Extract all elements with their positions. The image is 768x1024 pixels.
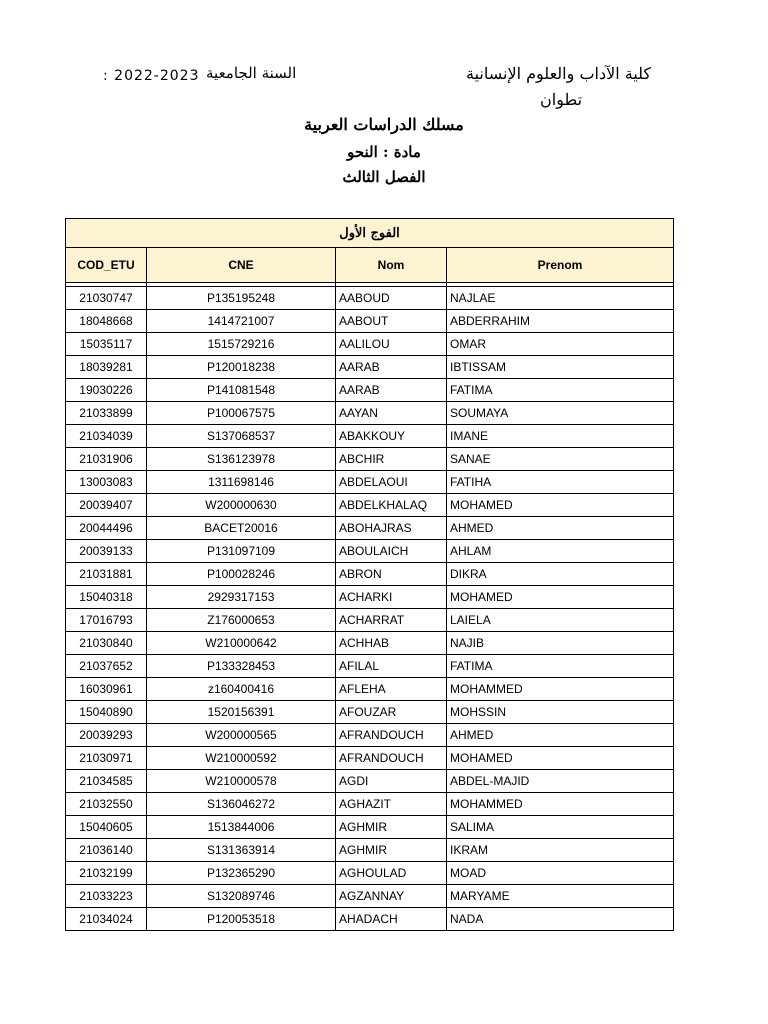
cne-cell: 1311698146 [147,471,336,494]
column-header-nom: Nom [336,248,447,283]
prenom-cell: IKRAM [447,839,674,862]
nom-cell: ABCHIR [336,448,447,471]
table-row [66,770,674,793]
prenom-cell: MOHAMED [447,586,674,609]
prenom-cell: MOHAMED [447,747,674,770]
table-row [66,724,674,747]
cne-cell: S131363914 [147,839,336,862]
cod-etu-cell: 21033899 [66,402,147,425]
nom-cell: AGHAZIT [336,793,447,816]
cod-etu-cell: 21032550 [66,793,147,816]
prenom-cell: SOUMAYA [447,402,674,425]
nom-cell: AFOUZAR [336,701,447,724]
cod-etu-cell: 21030971 [66,747,147,770]
column-header-row [66,248,674,283]
table-row [66,609,674,632]
prenom-cell: FATIMA [447,655,674,678]
table-row [66,586,674,609]
cod-etu-cell: 21034039 [66,425,147,448]
cne-cell: Z176000653 [147,609,336,632]
cod-etu-cell: 21033223 [66,885,147,908]
academic-year-label: السنة الجامعية [206,64,297,82]
prenom-cell: IBTISSAM [447,356,674,379]
prenom-cell: NAJLAE [447,287,674,310]
cne-cell: P100028246 [147,563,336,586]
cne-cell: P131097109 [147,540,336,563]
prenom-cell: SALIMA [447,816,674,839]
prenom-cell: IMANE [447,425,674,448]
cod-etu-cell: 21030747 [66,287,147,310]
cne-cell: P132365290 [147,862,336,885]
table-row [66,632,674,655]
table-row [66,402,674,425]
cne-cell: 1520156391 [147,701,336,724]
cod-etu-cell: 18039281 [66,356,147,379]
cod-etu-cell: 13003083 [66,471,147,494]
prenom-cell: NADA [447,908,674,931]
nom-cell: ABOULAICH [336,540,447,563]
cne-cell: P100067575 [147,402,336,425]
column-header-cne: CNE [147,248,336,283]
table-row [66,471,674,494]
cod-etu-cell: 15040890 [66,701,147,724]
table-row [66,517,674,540]
nom-cell: AABOUD [336,287,447,310]
cod-etu-cell: 20044496 [66,517,147,540]
cod-etu-cell: 21036140 [66,839,147,862]
nom-cell: ACHHAB [336,632,447,655]
prenom-cell: ABDEL-MAJID [447,770,674,793]
nom-cell: AFRANDOUCH [336,724,447,747]
prenom-cell: LAIELA [447,609,674,632]
cod-etu-cell: 20039407 [66,494,147,517]
nom-cell: AFLEHA [336,678,447,701]
prenom-cell: AHLAM [447,540,674,563]
nom-cell: AGHMIR [336,816,447,839]
cne-cell: z160400416 [147,678,336,701]
cne-cell: W210000578 [147,770,336,793]
city-name: تطوان [540,90,583,109]
table-row [66,862,674,885]
prenom-cell: NAJIB [447,632,674,655]
nom-cell: AARAB [336,356,447,379]
cod-etu-cell: 21030840 [66,632,147,655]
cod-etu-cell: 15040318 [66,586,147,609]
nom-cell: AGHMIR [336,839,447,862]
table-row [66,310,674,333]
prenom-cell: MOHAMMED [447,678,674,701]
nom-cell: AALILOU [336,333,447,356]
prenom-cell: MOHAMED [447,494,674,517]
student-table [65,218,674,931]
table-row [66,379,674,402]
cod-etu-cell: 19030226 [66,379,147,402]
table-row [66,333,674,356]
nom-cell: AFILAL [336,655,447,678]
nom-cell: AGZANNAY [336,885,447,908]
cod-etu-cell: 20039293 [66,724,147,747]
table-row [66,839,674,862]
table-row [66,655,674,678]
cne-cell: P141081548 [147,379,336,402]
nom-cell: AABOUT [336,310,447,333]
cod-etu-cell: 17016793 [66,609,147,632]
cne-cell: 1414721007 [147,310,336,333]
cod-etu-cell: 21037652 [66,655,147,678]
cne-cell: W200000630 [147,494,336,517]
prenom-cell: DIKRA [447,563,674,586]
table-row [66,678,674,701]
cne-cell: W200000565 [147,724,336,747]
table-row [66,793,674,816]
prenom-cell: FATIMA [447,379,674,402]
nom-cell: ABDELAOUI [336,471,447,494]
nom-cell: AGDI [336,770,447,793]
table-row [66,747,674,770]
cod-etu-cell: 15040605 [66,816,147,839]
prenom-cell: ABDERRAHIM [447,310,674,333]
cod-etu-cell: 16030961 [66,678,147,701]
academic-year-value: : 2022-2023 [103,68,200,84]
cne-cell: 1513844006 [147,816,336,839]
nom-cell: ABRON [336,563,447,586]
table-row [66,448,674,471]
table-row [66,908,674,931]
nom-cell: AAYAN [336,402,447,425]
cod-etu-cell: 21031906 [66,448,147,471]
cne-cell: P133328453 [147,655,336,678]
cne-cell: P135195248 [147,287,336,310]
cne-cell: 2929317153 [147,586,336,609]
prenom-cell: MOHSSIN [447,701,674,724]
cne-cell: S132089746 [147,885,336,908]
group-title: الفوج الأول [66,219,674,248]
table-row [66,885,674,908]
nom-cell: ABAKKOUY [336,425,447,448]
table-row [66,816,674,839]
cne-cell: P120018238 [147,356,336,379]
cne-cell: S136123978 [147,448,336,471]
program-title: مسلك الدراسات العربية [304,115,464,134]
nom-cell: AARAB [336,379,447,402]
group-title-row [66,219,674,248]
nom-cell: AHADACH [336,908,447,931]
cne-cell: 1515729216 [147,333,336,356]
prenom-cell: MARYAME [447,885,674,908]
nom-cell: AFRANDOUCH [336,747,447,770]
cod-etu-cell: 20039133 [66,540,147,563]
table-row [66,701,674,724]
table-row [66,356,674,379]
column-header-cod-etu: COD_ETU [66,248,147,283]
cod-etu-cell: 21034024 [66,908,147,931]
prenom-cell: AHMED [447,517,674,540]
table-row [66,425,674,448]
cod-etu-cell: 15035117 [66,333,147,356]
cne-cell: W210000642 [147,632,336,655]
cne-cell: BACET20016 [147,517,336,540]
prenom-cell: MOAD [447,862,674,885]
subject-title: مادة : النحو [347,143,421,161]
prenom-cell: MOHAMMED [447,793,674,816]
cod-etu-cell: 18048668 [66,310,147,333]
table-row [66,287,674,310]
table-row [66,563,674,586]
cne-cell: P120053518 [147,908,336,931]
nom-cell: ABDELKHALAQ [336,494,447,517]
cne-cell: S136046272 [147,793,336,816]
cne-cell: S137068537 [147,425,336,448]
cod-etu-cell: 21031881 [66,563,147,586]
prenom-cell: FATIHA [447,471,674,494]
prenom-cell: SANAE [447,448,674,471]
semester-title: الفصل الثالث [342,168,426,186]
table-row [66,494,674,517]
table-row [66,540,674,563]
cod-etu-cell: 21032199 [66,862,147,885]
nom-cell: ABOHAJRAS [336,517,447,540]
nom-cell: ACHARRAT [336,609,447,632]
cne-cell: W210000592 [147,747,336,770]
prenom-cell: OMAR [447,333,674,356]
column-header-prenom: Prenom [447,248,674,283]
faculty-name: كلية الآداب والعلوم الإنسانية [466,64,652,83]
cod-etu-cell: 21034585 [66,770,147,793]
nom-cell: ACHARKI [336,586,447,609]
nom-cell: AGHOULAD [336,862,447,885]
prenom-cell: AHMED [447,724,674,747]
